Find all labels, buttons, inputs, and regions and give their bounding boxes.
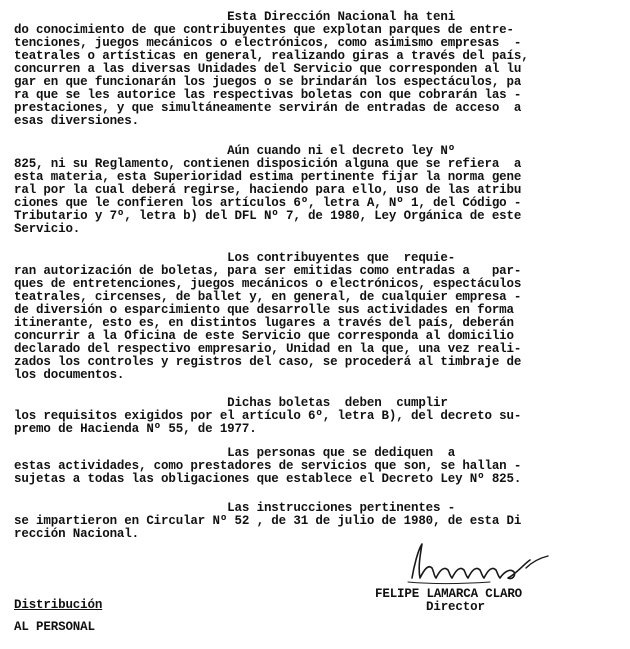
text-line: se impartieron en Circular Nº 52 , de 31 de julio de 1980, de esta Di: [14, 514, 522, 528]
text-line: sujetas a todas las obligaciones que establece el Decreto Ley Nº 825.: [14, 472, 522, 486]
text-line: concurrir a la Oficina de este Servicio que corresponda al domicilio: [14, 329, 514, 343]
text-line: esta materia, esta Superioridad estima pertinente fijar la norma gene: [14, 170, 522, 184]
text-line: zados los controles y registros del caso, se procederá al timbraje de: [14, 355, 522, 369]
text-line: do conocimiento de que contribuyentes que explotan parques de entre-: [14, 23, 514, 37]
text-line: Aún cuando ni el decreto ley Nº: [14, 144, 456, 158]
signatory-title: Director: [426, 600, 485, 614]
text-line: Las personas que se dediquen a: [14, 446, 456, 460]
text-line: estas actividades, como prestadores de servicios que son, se hallan -: [14, 459, 522, 473]
text-line: concurren a las diversas Unidades del Servicio que corresponden al lu: [14, 62, 522, 76]
text-line: gar en que funcionarán los juegos o se brindarán los espectáculos, pa: [14, 75, 522, 89]
text-line: 825, ni su Reglamento, contienen disposición alguna que se refiera a: [14, 157, 522, 171]
text-line: Las instrucciones pertinentes -: [14, 501, 456, 515]
handwritten-signature: [400, 538, 570, 588]
text-line: premo de Hacienda Nº 55, de 1977.: [14, 422, 257, 436]
text-line: Los contribuyentes que requie-: [14, 251, 456, 265]
text-line: ciones que le confieren los artículos 6º, letra A, Nº 1, del Código -: [14, 196, 522, 210]
text-line: ra que se les autorice las respectivas boletas con que cobrarán las -: [14, 88, 522, 102]
text-line: ral por la cual deberá regirse, haciendo para ello, uso de las atribu: [14, 183, 522, 197]
text-line: Esta Dirección Nacional ha teni: [14, 10, 456, 24]
text-line: declarado del respectivo empresario, Unidad en la que, una vez reali-: [14, 342, 522, 356]
text-line: ran autorización de boletas, para ser emitidas como entradas a par-: [14, 264, 522, 278]
text-line: tenciones, juegos mecánicos o electrónicos, como asimismo empresas -: [14, 36, 522, 50]
text-line: Tributario y 7º, letra b) del DFL Nº 7, de 1980, Ley Orgánica de este: [14, 209, 522, 223]
text-line: de diversión o esparcimiento que desarrolle sus actividades en forma: [14, 303, 514, 317]
distribution-label: Distribución: [14, 598, 103, 612]
text-line: los requisitos exigidos por el artículo 6º, letra B), del decreto su-: [14, 409, 522, 423]
text-line: Dichas boletas deben cumplir: [14, 396, 448, 410]
distribution-value: AL PERSONAL: [14, 620, 95, 634]
text-line: Servicio.: [14, 222, 81, 236]
text-line: ques de entretenciones, juegos mecánicos o electrónicos, espectáculos: [14, 277, 522, 291]
text-line: prestaciones, y que simultáneamente servirán de entradas de acceso a: [14, 101, 522, 115]
text-line: teatrales, circenses, de ballet y, en general, de cualquier empresa -: [14, 290, 522, 304]
signatory-name: FELIPE LAMARCA CLARO: [375, 587, 523, 601]
text-line: rección Nacional.: [14, 527, 139, 541]
text-line: teatrales o artísticas en general, realizando giras a través del país,: [14, 49, 529, 63]
text-line: los documentos.: [14, 368, 125, 382]
text-line: esas diversiones.: [14, 114, 139, 128]
text-line: itinerante, esto es, en distintos lugares a través del país, deberán: [14, 316, 514, 330]
